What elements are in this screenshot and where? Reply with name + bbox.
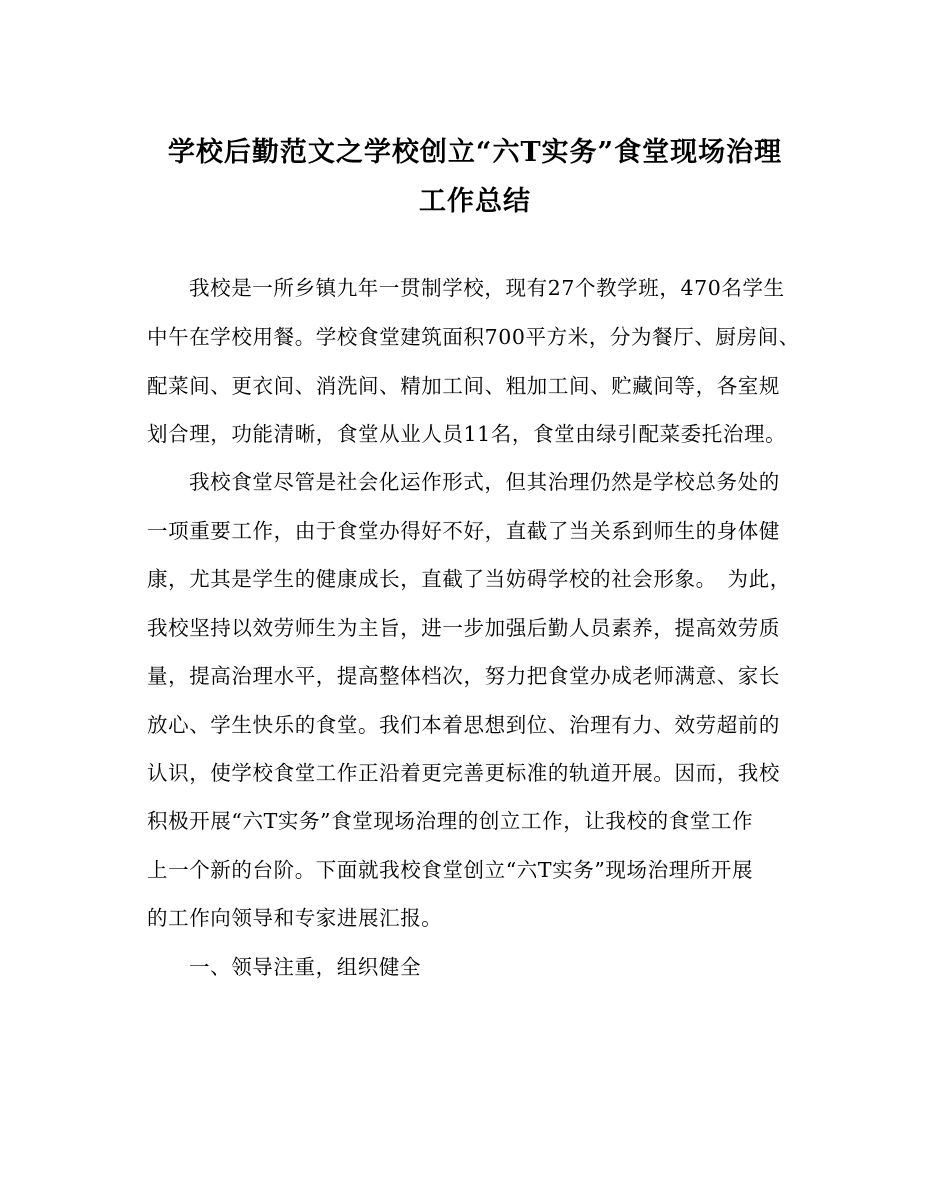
paragraph-1-line-1: 我校是一所乡镇九年一贯制学校，现有27个教学班，470名学生 [189, 276, 785, 300]
document-title-line-2: 工作总结 [419, 186, 531, 217]
paragraph-2-line-5: 量，提高治理水平，提高整体档次，努力把食堂办成老师满意、家长 [147, 664, 780, 688]
paragraph-2-line-10: 的工作向领导和专家进展汇报。 [147, 906, 443, 930]
paragraph-2-line-4: 我校坚持以效劳师生为主旨，进一步加强后勤人员素养，提高效劳质 [147, 616, 780, 640]
document-title-line-1: 学校后勤范文之学校创立“六T实务”食堂现场治理 [167, 137, 783, 168]
paragraph-2-line-2: 一项重要工作，由于食堂办得好不好，直截了当关系到师生的身体健 [147, 519, 780, 543]
paragraph-2-line-1: 我校食堂尽管是社会化运作形式，但其治理仍然是学校总务处的 [189, 470, 780, 494]
section-heading-1: 一、领导注重，组织健全 [189, 955, 422, 979]
paragraph-1-line-4: 划合理，功能清晰，食堂从业人员11名，食堂由绿引配菜委托治理。 [147, 422, 787, 446]
paragraph-2-line-8: 积极开展“六T实务”食堂现场治理的创立工作，让我校的食堂工作 [147, 809, 754, 833]
paragraph-2-line-9: 上一个新的台阶。下面就我校食堂创立“六T实务”现场治理所开展 [147, 858, 754, 882]
paragraph-1-line-3: 配菜间、更衣间、消洗间、精加工间、粗加工间、贮藏间等，各室规 [147, 374, 780, 398]
paragraph-2-line-7: 认识，使学校食堂工作正沿着更完善更标准的轨道开展。因而，我校 [147, 761, 780, 785]
paragraph-2-line-3: 康，尤其是学生的健康成长，直截了当妨碍学校的社会形象。 为此， [147, 567, 791, 591]
paragraph-1-line-2: 中午在学校用餐。学校食堂建筑面积700平方米，分为餐厅、厨房间、 [147, 325, 800, 349]
paragraph-2-line-6: 放心、学生快乐的食堂。我们本着思想到位、治理有力、效劳超前的 [147, 713, 780, 737]
